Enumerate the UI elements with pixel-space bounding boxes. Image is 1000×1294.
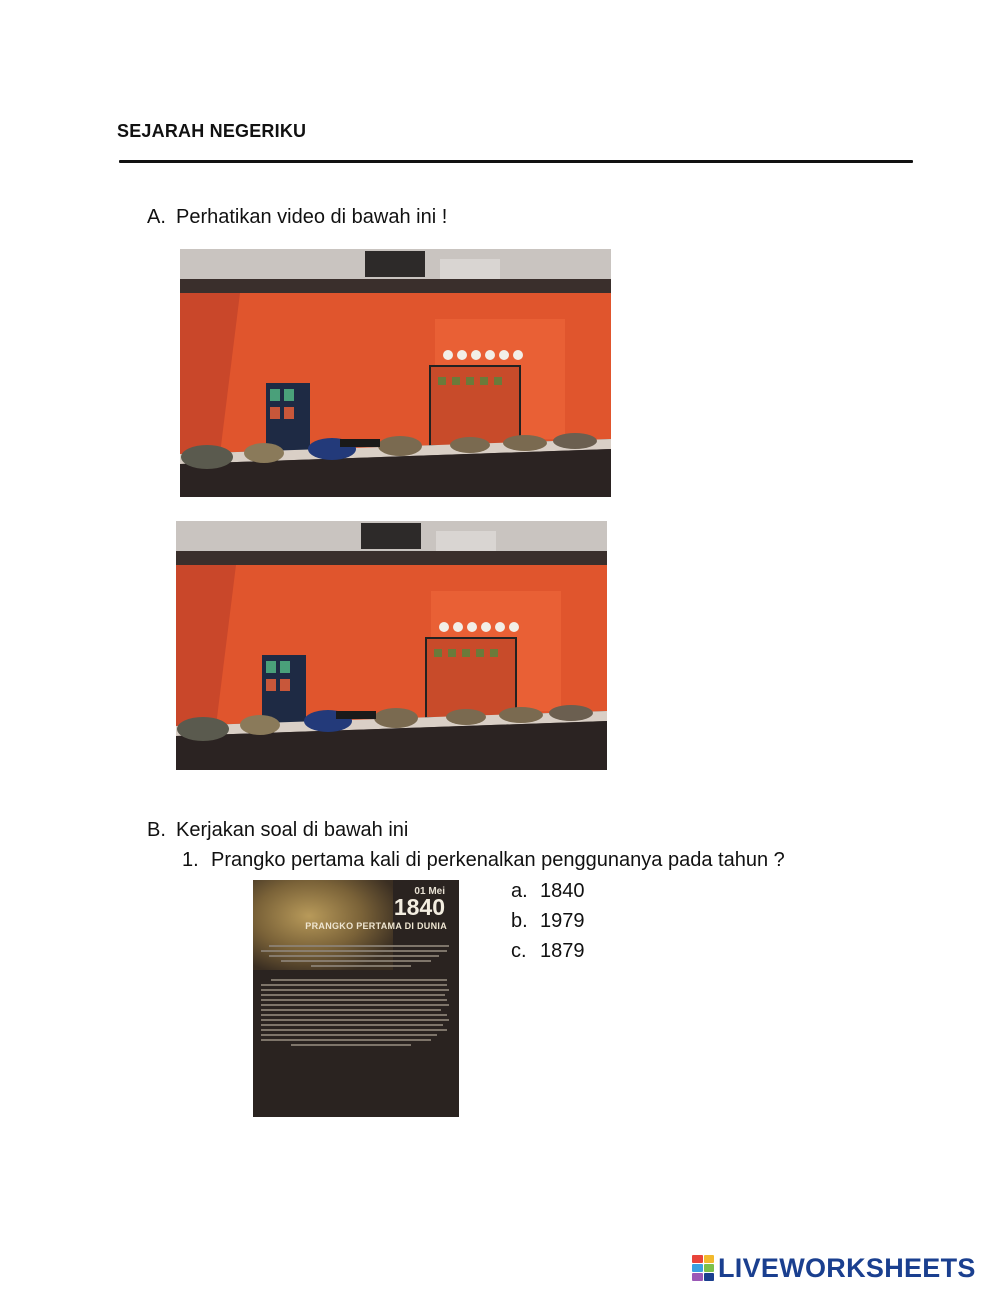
- section-b-letter: B.: [147, 819, 166, 841]
- stamp-info-photo: [253, 880, 459, 1117]
- question-1-text: Prangko pertama kali di perkenalkan penggunanya pada tahun ?: [211, 849, 785, 871]
- title-divider: [119, 160, 913, 163]
- option-b-text: 1979: [540, 910, 585, 932]
- option-a-letter: a.: [511, 880, 528, 902]
- stamp-photo-caption: PRANGKO PERTAMA DI DUNIA: [305, 921, 447, 931]
- section-b-text: Kerjakan soal di bawah ini: [176, 819, 409, 841]
- section-a-letter: A.: [147, 206, 166, 228]
- liveworksheets-logo-icon: [692, 1255, 714, 1281]
- section-b: [147, 819, 408, 842]
- option-c[interactable]: [511, 940, 585, 963]
- museum-showcase-photo-1[interactable]: [180, 249, 611, 497]
- museum-showcase-image: [180, 249, 611, 497]
- stamp-photo-year: 1840: [393, 894, 445, 920]
- section-a-text: Perhatikan video di bawah ini !: [176, 206, 448, 228]
- stamp-photo-date: 01 Mei: [414, 886, 445, 897]
- museum-showcase-image: [176, 521, 607, 770]
- option-c-text: 1879: [540, 940, 585, 962]
- option-c-letter: c.: [511, 940, 527, 962]
- option-b[interactable]: [511, 910, 585, 933]
- option-b-letter: b.: [511, 910, 528, 932]
- stamp-photo-body-text: [261, 942, 453, 1049]
- question-1-number: 1.: [182, 849, 199, 871]
- question-1: [182, 849, 785, 872]
- liveworksheets-logo-text: LIVEWORKSHEETS: [718, 1252, 976, 1283]
- option-a-text: 1840: [540, 880, 585, 902]
- section-a: [147, 206, 447, 229]
- liveworksheets-logo[interactable]: [692, 1253, 976, 1283]
- option-a[interactable]: [511, 880, 585, 903]
- museum-showcase-photo-2[interactable]: [176, 521, 607, 770]
- worksheet-title: SEJARAH NEGERIKU: [117, 121, 307, 141]
